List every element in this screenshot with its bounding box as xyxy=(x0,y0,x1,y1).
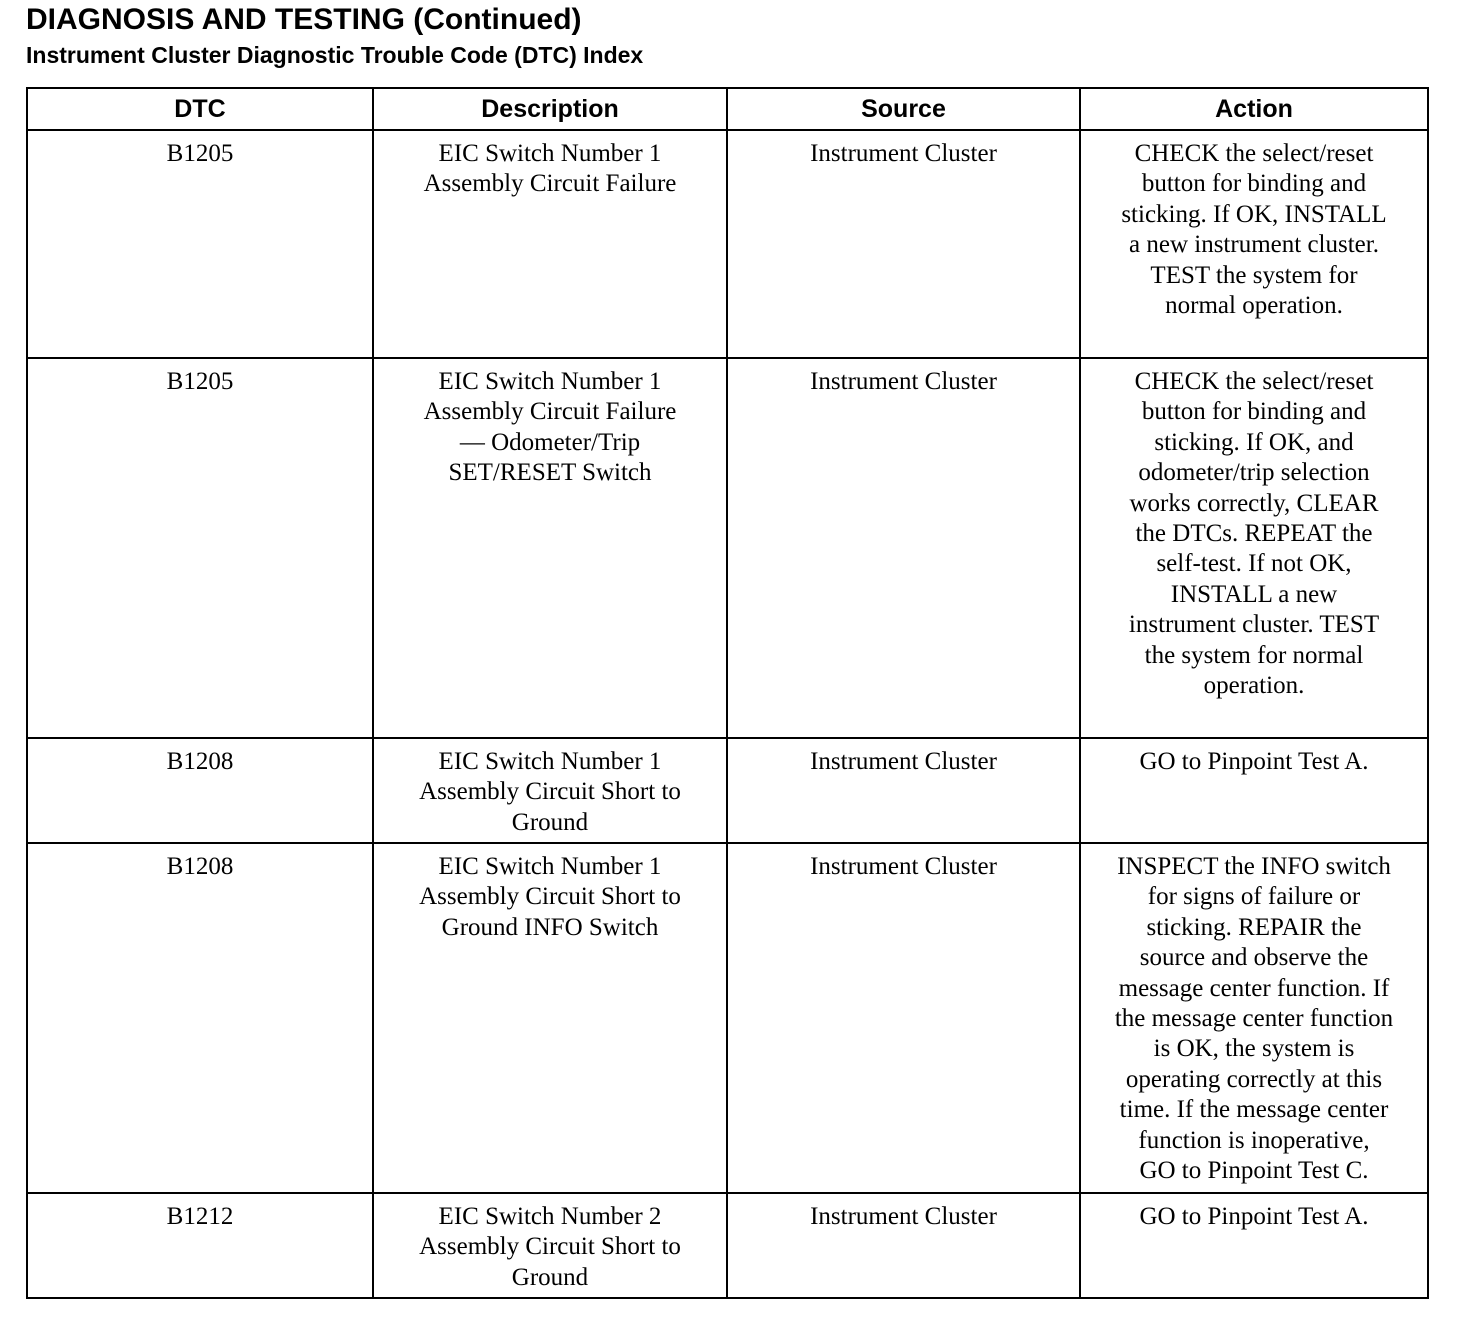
table-header-row xyxy=(27,88,1428,130)
page-subtitle: Instrument Cluster Diagnostic Trouble Code (DTC) Index xyxy=(26,42,644,68)
source-text: Instrument Cluster xyxy=(810,853,997,880)
column-header-dtc: DTC xyxy=(27,88,373,130)
dtc-cell xyxy=(27,130,373,358)
column-header-action: Action xyxy=(1080,88,1428,130)
description-cell xyxy=(373,130,727,358)
action-cell xyxy=(1080,843,1428,1193)
action-text: GO to Pinpoint Test A. xyxy=(1139,748,1369,775)
description-text: EIC Switch Number 1 Assembly Circuit Failure xyxy=(423,140,677,198)
action-cell xyxy=(1080,130,1428,358)
description-text: EIC Switch Number 1 Assembly Circuit Short to Ground INFO Switch xyxy=(419,853,681,941)
dtc-cell xyxy=(27,843,373,1193)
dtc-code: B1208 xyxy=(166,853,234,880)
page-title: DIAGNOSIS AND TESTING (Continued) xyxy=(26,3,582,36)
action-text: GO to Pinpoint Test A. xyxy=(1139,1203,1369,1230)
table-row xyxy=(27,843,1428,1193)
source-cell xyxy=(727,843,1080,1193)
source-cell xyxy=(727,358,1080,738)
action-text: CHECK the select/reset button for binding and sticking. If OK, and odometer/trip selection works correctly, CLEAR the DTCs. REPEAT the self-test. If not OK, INSTALL a new instrument cluster. TEST the system for normal operation. xyxy=(1128,368,1380,700)
description-text: EIC Switch Number 1 Assembly Circuit Short to Ground xyxy=(419,748,681,836)
source-text: Instrument Cluster xyxy=(810,748,997,775)
description-text: EIC Switch Number 2 Assembly Circuit Short to Ground xyxy=(419,1203,681,1291)
column-header-description: Description xyxy=(373,88,727,130)
description-cell xyxy=(373,1193,727,1298)
dtc-code: B1208 xyxy=(166,748,234,775)
dtc-cell xyxy=(27,358,373,738)
action-cell xyxy=(1080,358,1428,738)
dtc-code: B1212 xyxy=(166,1203,234,1230)
action-text: CHECK the select/reset button for binding and sticking. If OK, INSTALL a new instrument cluster. TEST the system for normal operation. xyxy=(1121,140,1387,320)
description-text: EIC Switch Number 1 Assembly Circuit Failure — Odometer/Trip SET/RESET Switch xyxy=(423,368,677,487)
source-cell xyxy=(727,130,1080,358)
table-row xyxy=(27,358,1428,738)
dtc-cell xyxy=(27,738,373,843)
source-text: Instrument Cluster xyxy=(810,140,997,167)
dtc-cell xyxy=(27,1193,373,1298)
table-row xyxy=(27,738,1428,843)
table-row xyxy=(27,130,1428,358)
description-cell xyxy=(373,843,727,1193)
action-text: INSPECT the INFO switch for signs of failure or sticking. REPAIR the source and observe the message center function. If the message center function is OK, the system is operating correctly at this time. If the message center function is inoperative, GO to Pinpoint Test C. xyxy=(1114,853,1394,1185)
source-text: Instrument Cluster xyxy=(810,1203,997,1230)
description-cell xyxy=(373,738,727,843)
action-cell xyxy=(1080,1193,1428,1298)
table-row xyxy=(27,1193,1428,1298)
action-cell xyxy=(1080,738,1428,843)
dtc-code: B1205 xyxy=(166,140,234,167)
description-cell xyxy=(373,358,727,738)
source-cell xyxy=(727,1193,1080,1298)
dtc-code: B1205 xyxy=(166,368,234,395)
dtc-index-table xyxy=(26,87,1429,1299)
source-text: Instrument Cluster xyxy=(810,368,997,395)
column-header-source: Source xyxy=(727,88,1080,130)
source-cell xyxy=(727,738,1080,843)
